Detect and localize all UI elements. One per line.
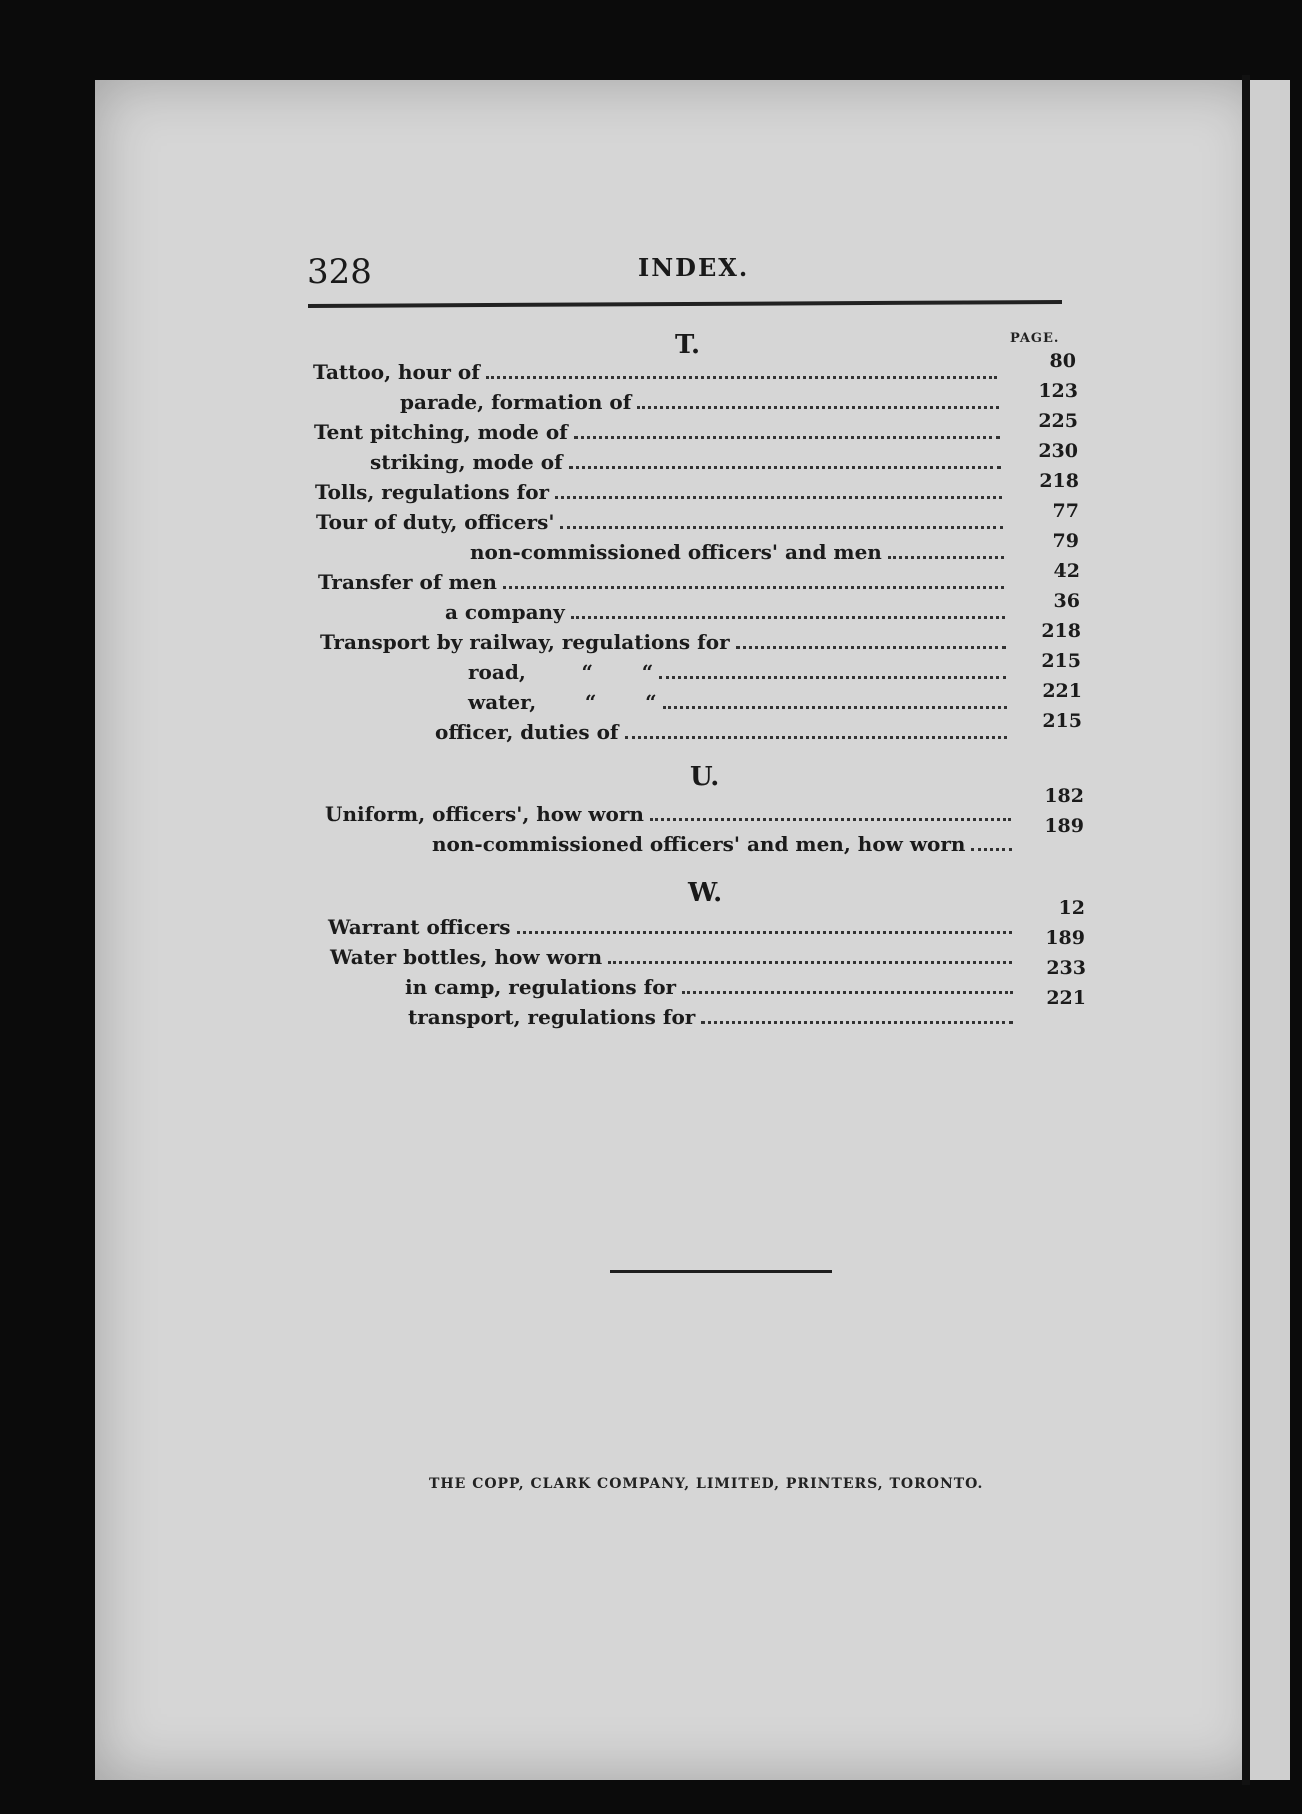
facing-page-edge [1250,80,1290,1780]
index-entry: Transport by railway, regulations for [320,630,1012,658]
index-entry: in camp, regulations for [405,975,1019,1003]
index-entry: parade, formation of [400,390,1005,418]
index-entry: road, “ “ [468,660,1012,688]
index-page-ref: 12 [1058,897,1085,919]
index-page-ref: 123 [1038,380,1078,402]
index-entry: non-commissioned officers' and men [470,540,1010,568]
index-entry: transport, regulations for [408,1005,1019,1033]
printer-imprint: THE COPP, CLARK COMPANY, LIMITED, PRINTERS, TORONTO. [429,1476,984,1492]
section-letter-u: U. [690,762,720,792]
index-page-ref: 233 [1046,957,1086,979]
index-page-ref: 218 [1039,470,1079,492]
index-entry: striking, mode of [370,450,1007,478]
index-entry: a company [445,600,1011,628]
index-entry: Tour of duty, officers' [316,510,1009,538]
section-letter-t: T. [675,330,701,360]
index-entry: water, “ “ [468,690,1013,718]
index-entry: Tent pitching, mode of [314,420,1006,448]
index-page-ref: 189 [1045,927,1085,949]
index-page-ref: 42 [1053,560,1080,582]
index-page-ref: 36 [1053,590,1080,612]
index-entry: officer, duties of [435,720,1013,748]
index-page-ref: 230 [1038,440,1078,462]
page-gutter [1242,75,1250,1785]
index-page-ref: 189 [1044,815,1084,837]
running-head: INDEX. [638,253,750,282]
index-page-ref: 215 [1042,710,1082,732]
index-page-ref: 79 [1052,530,1079,552]
index-page-ref: 218 [1041,620,1081,642]
index-page-ref: 221 [1046,987,1086,1009]
index-page-ref: 80 [1049,350,1076,372]
page-number: 328 [307,252,372,292]
section-letter-w: W. [688,878,723,908]
index-entry: Water bottles, how worn [330,945,1018,973]
index-page-ref: 215 [1041,650,1081,672]
index-entry: non-commissioned officers' and men, how worn [432,832,1018,860]
index-entry: Tolls, regulations for [315,480,1008,508]
index-page-ref: 225 [1038,410,1078,432]
page-column-label: PAGE. [1010,331,1060,346]
index-entry: Tattoo, hour of [313,360,1003,388]
index-page-ref: 182 [1044,785,1084,807]
end-rule [610,1270,832,1273]
index-entry: Transfer of men [318,570,1010,598]
index-page-ref: 77 [1052,500,1079,522]
index-entry: Uniform, officers', how worn [325,802,1017,830]
index-page-ref: 221 [1042,680,1082,702]
index-entry: Warrant officers [328,915,1018,943]
